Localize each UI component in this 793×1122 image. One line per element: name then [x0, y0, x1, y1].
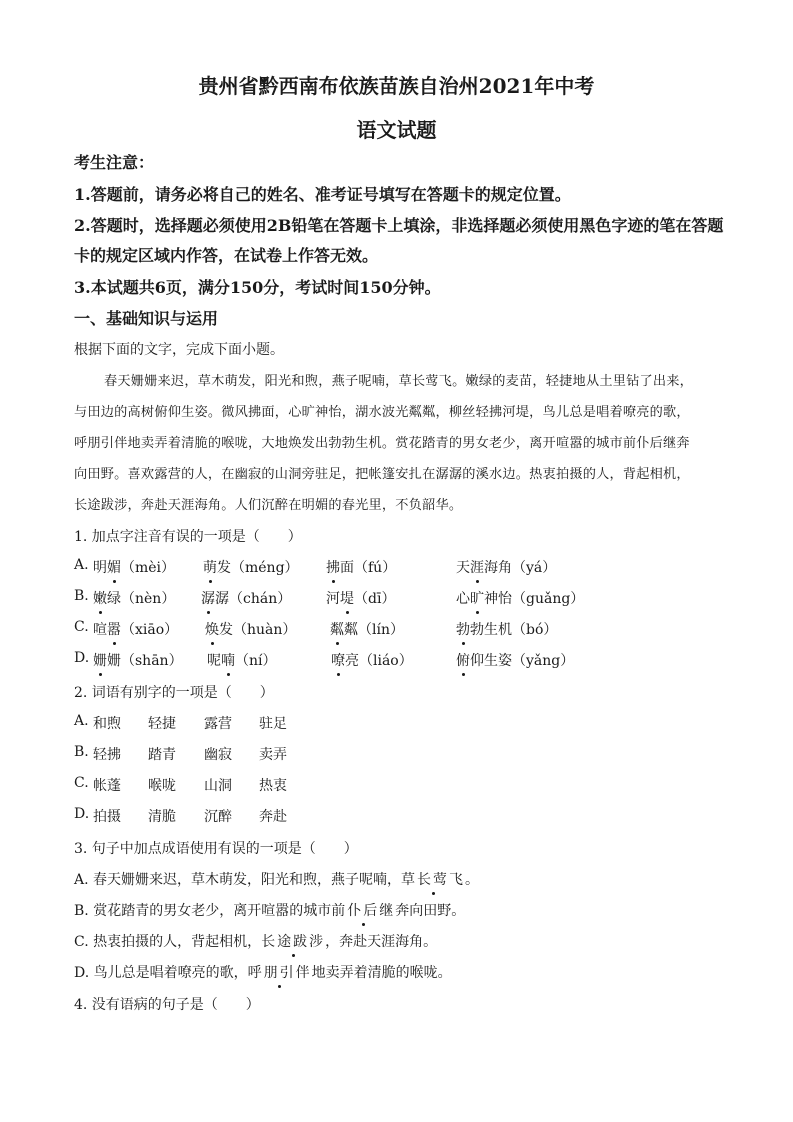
option-item: 俯仰生姿（yǎng） [456, 650, 574, 670]
option-item: 嘹亮（liáo） [331, 650, 413, 670]
page-subtitle: 语文试题 [356, 118, 437, 142]
option-letter: D. [74, 806, 90, 822]
option-item: 呢喃（ní） [207, 650, 277, 670]
question-3-option-a: A. 春天姗姗来迟，草木萌发，阳光和煦，燕子呢喃，草长莺飞。 [74, 869, 479, 889]
option-item: 河堤（dī） [326, 588, 395, 608]
option-letter: C. [74, 775, 89, 791]
option-item: 明媚（mèi） [93, 557, 175, 577]
option-item: 心旷神怡（guǎng） [456, 588, 584, 608]
passage-line: 长途跋涉，奔赴天涯海角。人们沉醉在明媚的春光里，不负韶华。 [74, 498, 463, 513]
option-item: 喧嚣（xiāo） [93, 619, 178, 639]
option-word: 喉咙 [148, 778, 176, 794]
option-letter: A. [74, 557, 89, 573]
option-word: 卖弄 [259, 747, 287, 763]
question-3-option-c: C. 热衷拍摄的人，背起相机，长途跋涉，奔赴天涯海角。 [74, 931, 437, 951]
option-letter: D. [74, 650, 90, 666]
question-2-stem: 2. 词语有别字的一项是（ ） [74, 685, 274, 701]
option-word: 幽寂 [204, 747, 232, 763]
option-word: 清脆 [148, 809, 176, 825]
question-3-option-d: D. 鸟儿总是唱着嘹亮的歌，呼朋引伴地卖弄着清脆的喉咙。 [74, 962, 452, 982]
option-letter: C. [74, 619, 89, 635]
question-4-stem: 4. 没有语病的句子是（ ） [74, 997, 260, 1013]
option-item: 姗姗（shān） [93, 650, 183, 670]
option-letter: B. [74, 588, 89, 604]
notice-item: 1.答题前，请务必将自己的姓名、准考证号填写在答题卡的规定位置。 [74, 185, 571, 204]
passage-line: 向田野。喜欢露营的人，在幽寂的山洞旁驻足，把帐篷安扎在潺潺的溪水边。热衷拍摄的人，背起相机， [74, 467, 690, 482]
passage-line: 与田边的高树俯仰生姿。微风拂面，心旷神怡，湖水波光粼粼，柳丝轻拂河堤，鸟儿总是唱着嘹亮的歌， [74, 405, 690, 420]
question-3-option-b: B. 赏花踏青的男女老少，离开喧嚣的城市前仆后继奔向田野。 [74, 900, 465, 920]
option-item: 拂面（fú） [326, 557, 396, 577]
option-item: 焕发（huàn） [205, 619, 296, 639]
section-heading: 一、基础知识与运用 [74, 309, 219, 328]
option-word: 沉醉 [204, 809, 232, 825]
option-word: 驻足 [259, 716, 287, 732]
passage-line: 呼朋引伴地卖弄着清脆的喉咙，大地焕发出勃勃生机。赏花踏青的男女老少，离开喧嚣的城市前仆后继奔 [74, 436, 690, 451]
question-3-stem: 3. 句子中加点成语使用有误的一项是（ ） [74, 841, 358, 857]
page-title: 贵州省黔西南布依族苗族自治州2021年中考 [198, 74, 595, 98]
option-word: 踏青 [148, 747, 176, 763]
option-word: 山洞 [204, 778, 232, 794]
option-word: 轻捷 [148, 716, 176, 732]
option-word: 和煦 [93, 716, 121, 732]
notice-item: 2.答题时，选择题必须使用2B铅笔在答题卡上填涂，非选择题必须使用黑色字迹的笔在答题 [74, 216, 724, 235]
option-word: 露营 [204, 716, 232, 732]
option-word: 帐蓬 [93, 778, 121, 794]
option-letter: A. [74, 713, 89, 729]
option-letter: B. [74, 744, 89, 760]
passage-line: 春天姗姗来迟，草木萌发，阳光和煦，燕子呢喃，草长莺飞。嫩绿的麦苗，轻捷地从土里钻了出来， [104, 374, 694, 389]
option-item: 潺潺（chán） [201, 588, 291, 608]
option-word: 轻拂 [93, 747, 121, 763]
option-item: 勃勃生机（bó） [456, 619, 557, 639]
notice-item: 卡的规定区域内作答，在试卷上作答无效。 [74, 246, 379, 265]
option-word: 热衷 [259, 778, 287, 794]
option-item: 萌发（méng） [203, 557, 299, 577]
notice-item: 3.本试题共6页，满分150分，考试时间150分钟。 [74, 278, 441, 297]
notice-heading: 考生注意： [74, 153, 155, 172]
question-1-stem: 1. 加点字注音有误的一项是（ ） [74, 529, 302, 545]
section-intro: 根据下面的文字，完成下面小题。 [74, 342, 284, 358]
option-item: 嫩绿（nèn） [93, 588, 175, 608]
option-item: 粼粼（lín） [330, 619, 404, 639]
option-word: 拍摄 [93, 809, 121, 825]
option-item: 天涯海角（yá） [456, 557, 556, 577]
option-word: 奔赴 [259, 809, 287, 825]
